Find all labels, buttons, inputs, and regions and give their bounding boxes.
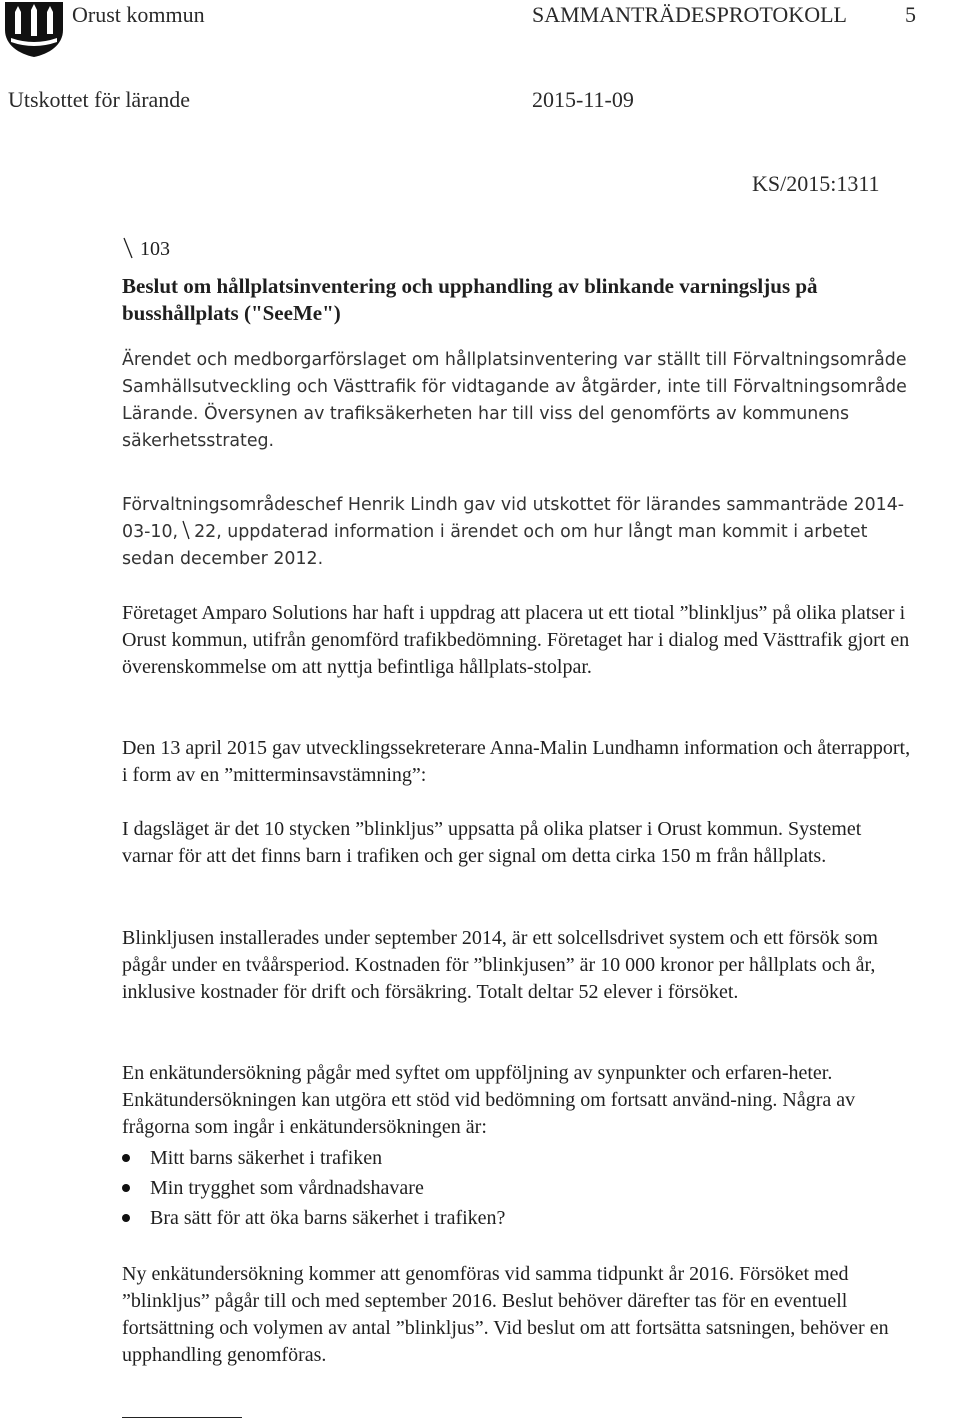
paragraph-survey: En enkätundersökning pågår med syftet om uppföljning av synpunkter och erfaren-heter. Enkätundersökningen kan utgöra ett stöd vid bedömning om fortsatt använd-ning. Några av frågorna som ingår i enkätundersökningen är: bbox=[122, 1062, 856, 1138]
section-sign-icon bbox=[122, 236, 134, 260]
municipality-name: Orust kommun bbox=[72, 2, 205, 27]
meeting-date: 2015-11-09 bbox=[532, 87, 634, 112]
page-number: 5 bbox=[905, 2, 916, 27]
paragraph-next-survey: Ny enkätundersökning kommer att genomföras vid samma tidpunkt år 2016. Försöket med ”blinkljus” pågår till och med september 2016. Beslut behöver därefter tas för en eventuell fortsättning och volymen av antal ”blinkljus”. Vid beslut om att fortsätta satsningen, behöver en upphandling genomföras. bbox=[122, 1263, 889, 1366]
section-number: 103 bbox=[140, 238, 170, 260]
document-title: SAMMANTRÄDESPROTOKOLL bbox=[532, 2, 847, 27]
paragraph-status: I dagsläget är det 10 stycken ”blinkljus” uppsatta på olika platser i Orust kommun. Systemet varnar för att det finns barn i trafiken och ger signal om detta cirka 150 m från hållplats. bbox=[122, 818, 862, 867]
paragraph-company: Företaget Amparo Solutions har haft i uppdrag att placera ut ett tiotal ”blinkljus” på olika platser i Orust kommun, utifrån genomförd trafikbedömning. Företaget har i dialog med Västtrafik gjort en överenskommelse om att nyttja befintliga hållplats-stolpar. bbox=[122, 602, 910, 678]
paragraph-background: Ärendet och medborgarförslaget om hållplatsinventering var ställt till Förvaltningsområde Samhällsutveckling och Västtrafik för vidtagande av åtgärder, inte till Förvaltningsområde Lärande. Översynen av trafiksäkerheten har till viss del genomförts av kommunens säkerhetsstrateg. bbox=[122, 350, 907, 451]
paragraph-installation: Blinkljusen installerades under september 2014, är ett solcellsdrivet system och ett försök som pågår under en tvåårsperiod. Kostnaden för ”blinkjusen” är 10 000 kronor per hållplats och år, inklusive kostnader för drift och försäkring. Totalt deltar 52 elever i försöket. bbox=[122, 927, 878, 1003]
list-item: Mitt barns säkerhet i trafiken bbox=[122, 1143, 912, 1173]
bullet-icon bbox=[122, 1154, 130, 1162]
paragraph-update-info bbox=[122, 492, 912, 573]
list-item: Min trygghet som vårdnadshavare bbox=[122, 1173, 912, 1203]
survey-questions-list bbox=[122, 1143, 912, 1233]
section-heading: Beslut om hållplatsinventering och upphandling av blinkande varningsljus på busshållplats ("SeeMe") bbox=[122, 274, 818, 325]
footer-rule bbox=[122, 1417, 242, 1418]
section-sign-icon bbox=[181, 520, 191, 540]
list-item: Bra sätt för att öka barns säkerhet i trafiken? bbox=[122, 1203, 912, 1233]
committee-name: Utskottet för lärande bbox=[8, 87, 191, 112]
paragraph-update-part1: Förvaltningsområdeschef Henrik Lindh gav vid utskottet för lärandes sammanträde 2014-03-10, bbox=[122, 495, 905, 542]
municipality-crest-logo bbox=[3, 0, 65, 58]
case-number: KS/2015:1311 bbox=[752, 171, 880, 196]
bullet-icon bbox=[122, 1214, 130, 1222]
bullet-icon bbox=[122, 1184, 130, 1192]
paragraph-midterm: Den 13 april 2015 gav utvecklingssekreterare Anna-Malin Lundhamn information och återrapport, i form av en ”mitterminsavstämning”: bbox=[122, 737, 911, 786]
paragraph-update-part2: 22, uppdaterad information i ärendet och om hur långt man kommit i arbetet sedan december 2012. bbox=[122, 522, 868, 569]
